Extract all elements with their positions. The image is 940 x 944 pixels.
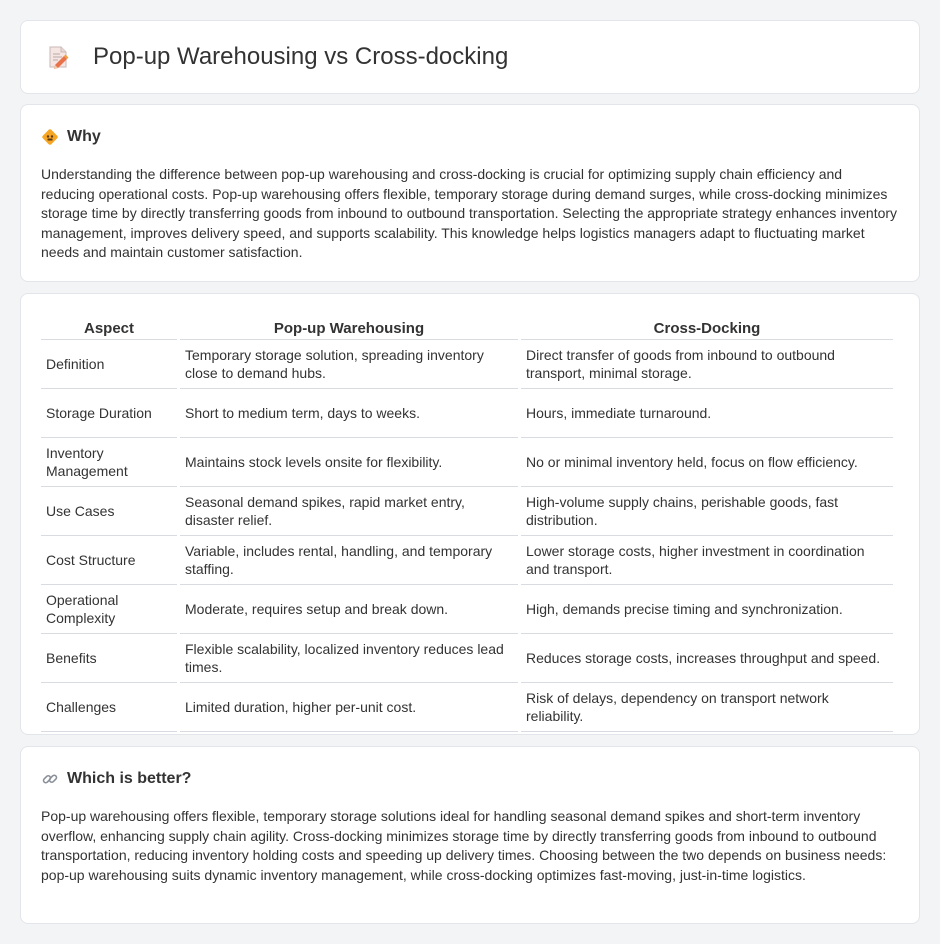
diamond-warning-icon — [41, 128, 59, 146]
cell-pop-up: Flexible scalability, localized inventory reduces lead times. — [180, 634, 518, 683]
link-icon — [41, 770, 59, 788]
comparison-table — [38, 314, 896, 732]
cell-cross-docking: Lower storage costs, higher investment in coordination and transport. — [521, 536, 893, 585]
cell-cross-docking: Hours, immediate turnaround. — [521, 389, 893, 438]
table-row — [41, 340, 893, 389]
table-row — [41, 487, 893, 536]
cell-cross-docking: Direct transfer of goods from inbound to outbound transport, minimal storage. — [521, 340, 893, 389]
why-heading — [41, 127, 899, 147]
table-row — [41, 634, 893, 683]
document-pencil-icon — [45, 44, 71, 70]
comparison-table-card — [20, 293, 920, 735]
header-card — [20, 20, 920, 94]
why-text: Understanding the difference between pop-up warehousing and cross-docking is crucial for optimizing supply chain efficiency and reducing operational costs. Pop-up warehousing offers flexible, temporary storage during demand surges, while cross-docking minimizes storage time by directly transferring goods from inbound to outbound transportation. Selecting the appropriate strategy enhances inventory management, improves delivery speed, and supports scalability. This knowledge helps logistics managers adapt to fluctuating market needs and maintain customer satisfaction. — [41, 166, 898, 260]
page-title: Pop-up Warehousing vs Cross-docking — [93, 43, 509, 70]
better-heading — [41, 769, 899, 789]
cell-pop-up: Maintains stock levels onsite for flexibility. — [180, 438, 518, 487]
better-title: Which is better? — [67, 770, 192, 787]
cell-cross-docking: Risk of delays, dependency on transport network reliability. — [521, 683, 893, 732]
cell-cross-docking: High-volume supply chains, perishable goods, fast distribution. — [521, 487, 893, 536]
header-aspect: Aspect — [41, 314, 177, 340]
header-pop-up-warehousing: Pop-up Warehousing — [180, 314, 518, 340]
cell-aspect: Operational Complexity — [41, 585, 177, 634]
cell-pop-up: Moderate, requires setup and break down. — [180, 585, 518, 634]
why-title: Why — [67, 128, 101, 145]
table-row — [41, 536, 893, 585]
cell-pop-up: Limited duration, higher per-unit cost. — [180, 683, 518, 732]
cell-aspect: Inventory Management — [41, 438, 177, 487]
header-cross-docking: Cross-Docking — [521, 314, 893, 340]
cell-aspect: Cost Structure — [41, 536, 177, 585]
cell-cross-docking: Reduces storage costs, increases throughput and speed. — [521, 634, 893, 683]
cell-aspect: Definition — [41, 340, 177, 389]
cell-aspect: Storage Duration — [41, 389, 177, 438]
table-row — [41, 438, 893, 487]
cell-pop-up: Seasonal demand spikes, rapid market entry, disaster relief. — [180, 487, 518, 536]
cell-pop-up: Temporary storage solution, spreading inventory close to demand hubs. — [180, 340, 518, 389]
cell-aspect: Use Cases — [41, 487, 177, 536]
cell-cross-docking: High, demands precise timing and synchronization. — [521, 585, 893, 634]
cell-cross-docking: No or minimal inventory held, focus on flow efficiency. — [521, 438, 893, 487]
cell-pop-up: Short to medium term, days to weeks. — [180, 389, 518, 438]
cell-pop-up: Variable, includes rental, handling, and temporary staffing. — [180, 536, 518, 585]
cell-aspect: Benefits — [41, 634, 177, 683]
why-section — [20, 104, 920, 282]
better-text: Pop-up warehousing offers flexible, temporary storage solutions ideal for handling seasonal demand spikes and short-term inventory overflow, enhancing supply chain agility. Cross-docking minimizes storage time by directly transferring goods from inbound to outbound transportation, reducing inventory holding costs and speeding up delivery times. Choosing between the two depends on business needs: pop-up warehousing suits dynamic inventory management, while cross-docking optimizes fast-moving, just-in-time logistics. — [41, 808, 887, 883]
cell-aspect: Challenges — [41, 683, 177, 732]
table-header-row — [41, 314, 893, 340]
table-row — [41, 585, 893, 634]
which-is-better-section — [20, 746, 920, 924]
table-row — [41, 683, 893, 732]
table-row — [41, 389, 893, 438]
